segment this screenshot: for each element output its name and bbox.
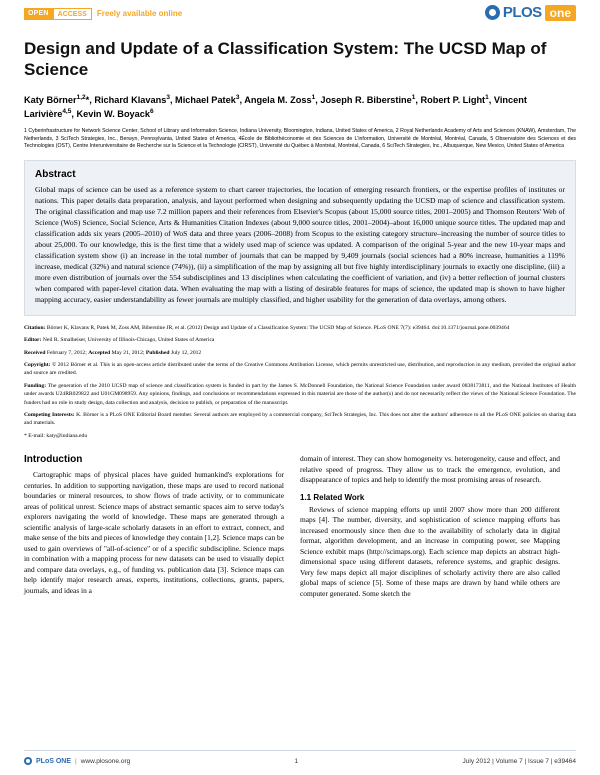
footer-page-number: 1 xyxy=(294,757,299,765)
email-value[interactable]: katy@indiana.edu xyxy=(46,432,88,439)
column-right xyxy=(300,454,560,603)
funding-line xyxy=(24,382,576,407)
email-label: * E-mail: xyxy=(24,432,45,439)
corresponding-email-line xyxy=(24,432,576,440)
funding-label: Funding: xyxy=(24,382,47,389)
plos-one-badge: one xyxy=(545,5,576,21)
footer-separator-1: | xyxy=(75,757,77,765)
page-header xyxy=(0,0,600,34)
plos-wordmark: PLOS xyxy=(502,4,542,21)
competing-label: Competing Interests: xyxy=(24,411,75,418)
citation-label: Citation: xyxy=(24,324,46,331)
intro-paragraph-1: Cartographic maps of physical places have guided humankind's explorations for centuries. In addition to supporting navigation, these maps are used to record national boundaries or mineral resources, to show flows of trade activity, or to communicate areas of political unrest. Science maps of abstract semantic spaces aim to serve today's explorers navigating the world of knowledge. These maps are generated through a scientific analysis of large-scale scholarly datasets in an effort to extract, connect, and make sense of the bits and pieces of knowledge they contain [1,2]. Science maps can be used to gain overviews of "all-of-science" or of a specific subdiscipline. Science maps in combination with a mapping process for new datasets can be used to visually depict and compare data overlays, e.g., of funding vs. publication data [3]. Science maps can help identify major research areas, experts, institutions, collections, grants, papers, journals, and ideas in a xyxy=(24,470,284,595)
copyright-line xyxy=(24,361,576,378)
dates-line xyxy=(24,349,576,357)
plos-circle-icon xyxy=(485,5,500,20)
section-heading-related-work: 1.1 Related Work xyxy=(300,492,365,502)
page-footer xyxy=(0,757,600,765)
section-heading-introduction: Introduction xyxy=(24,454,83,466)
author-list: Katy Börner$^{1,2}$*, Richard Klavans$^3$, Michael Patek$^3$, Angela M. Zoss$^1$, Joseph R. Biberstine$^1$, Robert P. Light$^1$, Vincent Larivière$^{4,5}$, Kevin W. Boyack$^6$ xyxy=(24,93,527,120)
citation-value: Börner K, Klavans R, Patek M, Zoss AM, Biberstine JR, et al. (2012) Design and Update of a Classification System: The UCSD Map of Science. PLoS ONE 7(7): e39464. doi:10.1371/journal.pone.0039464 xyxy=(46,324,510,331)
footer-issue-info: July 2012 | Volume 7 | Issue 7 | e39464 xyxy=(462,757,576,765)
article-metadata xyxy=(0,316,600,440)
accepted-value: May 21, 2012; xyxy=(111,349,145,356)
competing-value: K. Börner is a PLoS ONE Editorial Board member. Several authors are employed by a commercial company, SciTech Strategies, Inc. This does not alter the authors' adherence to all the PLoS ONE policies on sharing data and materials. xyxy=(24,411,576,427)
freely-available-label: Freely available online xyxy=(96,9,183,18)
published-value: July 12, 2012 xyxy=(170,349,202,356)
citation-line xyxy=(24,324,576,332)
open-access-open-label: OPEN xyxy=(24,8,53,20)
copyright-value: © 2012 Börner et al. This is an open-access article distributed under the terms of the Creative Commons Attribution License, which permits unrestricted use, distribution, and reproduction in any medium, provided the original author and source are credited. xyxy=(24,361,576,377)
received-value: February 7, 2012; xyxy=(46,349,87,356)
footer-brand-group xyxy=(24,757,130,765)
body-columns xyxy=(0,444,600,603)
footer-site-url[interactable]: www.plosone.org xyxy=(80,757,131,765)
plos-circle-icon-small xyxy=(24,757,32,765)
funding-value: The generation of the 2010 UCSD map of science and classification system is funded in part by the James S. McDonnell Foundation, the National Science Foundation under award 0838173811, and the National Institutes of Health under awards U24RR029822 and U01GM098959. Any opinions, findings, and conclusions or recommendations expressed in this material are those of the author(s) and do not necessarily reflect the views of the National Science Foundation. The funders had no role in study design, data collection and analysis, decision to publish, or preparation of the manuscript. xyxy=(24,382,576,406)
editor-value: Neil R. Smalheiser, University of Illinois-Chicago, United States of America xyxy=(42,337,215,344)
column-left xyxy=(24,454,284,603)
open-access-access-label: ACCESS xyxy=(53,8,92,20)
editor-line xyxy=(24,336,576,344)
accepted-label: Accepted xyxy=(88,349,111,356)
copyright-label: Copyright: xyxy=(24,361,51,368)
plos-one-logo xyxy=(485,4,576,21)
page-title: Design and Update of a Classification System: The UCSD Map of Science xyxy=(24,39,547,80)
affiliation-list: 1 Cyberinfrastructure for Network Science Center, School of Library and Information Science, Indiana University, Bloomington, Indiana, United States of America, 2 Royal Netherlands Academy of Arts and Sciences (KNAW), Amsterdam, The Netherlands, 3 SciTech Strategies, Inc., Berwyn, Pennsylvania, United States of America, 4École de Bibliothéconomie et des Sciences de L'information, Université de Montréal, Montréal, Canada, 5 Observatoire des Sciences et des Technologies (OST), Centre Interuniversitaire de Recherche sur la Science et la Technologie (CIRST), Université du Québec à Montréal, Montréal, Canada, 6 SciTech Strategies, Inc., Albuquerque, New Mexico, United States of America xyxy=(24,128,576,150)
intro-paragraph-2: domain of interest. They can show homogeneity vs. heterogeneity, cause and effect, and relative speed of progress. They allow us to track the emergence, evolution, and disappearance of topics and help to identify the most promising areas of research. xyxy=(300,454,560,485)
competing-interests-line xyxy=(24,411,576,428)
abstract-heading: Abstract xyxy=(35,168,76,180)
received-label: Received xyxy=(24,349,46,356)
abstract-text: Global maps of science can be used as a reference system to chart career trajectories, the location of emerging research frontiers, or the expertise profiles of institutes or nations. This paper details data preparation, analysis, and layout performed when designing and subsequently updating the UCSD map of science and classification system. The original classification and map use 7.2 million papers and their references from Elsevier's Scopus (about 15,000 source titles, 2001–2005) and Thomson Reuters' Web of Science (WoS) Science, Social Science, Arts & Humanities Citation Indexes (about 9,000 source titles, 2001–2004)–about 16,000 unique source titles. The updated map and classification adds six years (2005–2010) of WoS data and three years (2006–2008) from Scopus to the existing category structure–increasing the number of source titles to about 25,000. To our knowledge, this is the first time that a widely used map of science was updated. A comparison of the original 5-year and the new 10-year maps and classification system show (i) an increase in the total number of journals that can be mapped by 9,409 journals (social sciences had a 80% increase, humanities a 119% increase, medical (32%) and natural science (74%)), (ii) a simplification of the map by assigning all but five highly interdisciplinary journals to exactly one discipline, (iii) a more even distribution of journals over the 554 subdisciplines and 13 disciplines when calculating the coefficient of variation, and (iv) a better reflection of journal clusters when compared with paper-level citation data. When evaluating the map with a listing of desirable features for maps of science, the updated map is shown to have higher mapping accuracy, easier understandability as fewer journals are multiply classified, and higher usability for the generation of data overlays, among others. xyxy=(35,184,565,304)
abstract-box xyxy=(24,160,576,316)
open-access-badge xyxy=(24,8,92,20)
footer-journal-name: PLoS ONE xyxy=(36,757,72,765)
editor-label: Editor: xyxy=(24,337,42,344)
footer-divider xyxy=(24,750,576,751)
related-work-paragraph-1: Reviews of science mapping efforts up until 2007 show more than 200 different maps [4]. The number, diversity, and sophistication of science mapping efforts has increased enormously since then due to the availability of scholarly data in digital format, algorithm development, and an increase in computing power, see Mapping Science exhibit maps (http://scimaps.org). Each science map depicts an abstract high-dimensional space using different datasets, reference systems, and graphic designs. Very few maps depict all major disciplines of scholarly activity there are also called global maps of science [5]. Some of these maps are drawn by hand while others are computer generated. Some sketch the xyxy=(300,504,560,598)
published-label: Published xyxy=(145,349,170,356)
